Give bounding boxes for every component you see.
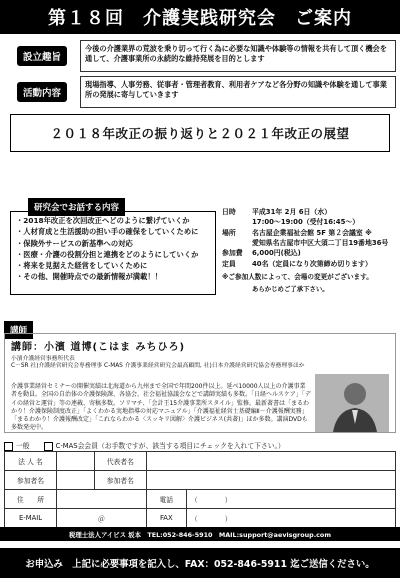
fee-label: 参加費 bbox=[222, 249, 243, 258]
time-value: 17:00～19:00（受付16:45～） bbox=[252, 218, 360, 227]
fax-label: FAX bbox=[146, 509, 186, 528]
attendee-label: 参加者名 bbox=[5, 471, 57, 490]
activity-row bbox=[4, 76, 396, 108]
speaker-title: 小濱介護経営事務所代表 bbox=[11, 356, 75, 362]
purpose-text: 今後の介護業界の荒波を乗り切って行く為に必要な知識や体験等の情報を共有して頂く機会を通して、介護事業所の永続的な維持発展を目的とします bbox=[80, 40, 396, 72]
speaker-name: 講師：小濱 道博(こはま みちひろ) bbox=[11, 342, 186, 353]
cmas-label: C-MAS会会員（お手数ですが、該当する項目にチェックを入れて下さい。） bbox=[55, 442, 285, 450]
list-item: ・その他、開催時点での最新情報が満載！！ bbox=[16, 272, 162, 282]
content-list bbox=[10, 211, 216, 295]
fee-value: 6,000円(税込) bbox=[252, 249, 301, 258]
list-item: ・人材育成と生活援助の担い手の確保をしていくために bbox=[16, 227, 199, 237]
list-item: ・2018年改正を次回改正へどのように繋げていくか bbox=[16, 216, 190, 225]
place-address: 愛知県名古屋市中区大須二丁目19番地36号 bbox=[252, 239, 389, 248]
address-label: 住 所 bbox=[5, 490, 57, 509]
page-title: 第１８回 介護実践研究会 ご案内 bbox=[48, 8, 352, 29]
office-contact: 税理士法人アイビス 坂本 TEL:052-846-5910 MAIL:support@aevisgroup.com bbox=[0, 527, 400, 541]
event-info bbox=[222, 207, 398, 295]
application-form bbox=[4, 451, 396, 528]
date-label: 日時 bbox=[222, 208, 236, 216]
list-item: ・将来を見据えた経営をしていくために bbox=[16, 261, 148, 271]
email-label: E-MAIL bbox=[5, 509, 57, 528]
capacity-label: 定員 bbox=[222, 259, 236, 268]
attendee-label: 参加者名 bbox=[94, 471, 146, 490]
speaker-photo bbox=[315, 374, 389, 432]
email-input[interactable]: ＠ bbox=[57, 509, 147, 528]
rep-input[interactable] bbox=[146, 452, 395, 471]
place-value: 名古屋企業福祉会館 5F 第２会議室 ※ bbox=[252, 228, 372, 237]
purpose-label: 設立趣旨 bbox=[17, 46, 67, 66]
rep-label: 代表者名 bbox=[94, 452, 146, 471]
fax-input[interactable]: （ ） bbox=[186, 509, 395, 528]
capacity-value: 40名（定員になり次第締め切ります） bbox=[252, 259, 372, 268]
venue-note: ※ご参加人数によって、会場の変更がございます。 bbox=[222, 273, 373, 282]
corp-input[interactable] bbox=[57, 452, 95, 471]
corp-label: 法 人 名 bbox=[5, 452, 57, 471]
place-label: 場所 bbox=[222, 228, 236, 237]
list-item: ・保険外サービスの新基準への対応 bbox=[16, 238, 133, 248]
general-label: 一般 bbox=[16, 442, 30, 450]
date-value: 平成31年 2月 6日（水） bbox=[252, 208, 332, 216]
member-type-row bbox=[4, 440, 396, 451]
general-checkbox[interactable] bbox=[4, 442, 13, 451]
speaker-affiliation: C－SR 社)介護経営研究会専務理事 C-MAS 介護事業経営研究会最高顧問, 社)日本介護経営研究協会専務理事ほか bbox=[11, 363, 305, 369]
activity-label: 活動内容 bbox=[17, 82, 67, 102]
speaker-bio: 介護事業経営セミナーの開催実績は北海道から九州まで全国で年間200件以上。延べ10000人以上の介護事業者を動員。全国の自治体の介護保険課、各協会、社会福祉協議会などで講師実績も多数。「日経ヘルスケア」「デイの経営と運営」等の連載、寄稿多数。ソリマチ、「会計王15介護事業所スタイル」監修。最新著書は「まるわかり！介護保険制度改正」「よくわかる実地指導の対応マニュアル」「介護福祉経営士基礎編Ⅱ－介護報酬実務」「まるわかり！介護報酬改定」「これならわかる〈スッキリ図解〉介護ビジネス(共著)」ほか多数。講演DVDも多数発売中。 bbox=[11, 383, 311, 432]
phone-input[interactable]: （ ） bbox=[186, 490, 395, 509]
theme-title: ２０１８年改正の振り返りと２０２１年改正の展望 bbox=[10, 114, 390, 152]
speaker-section bbox=[4, 333, 396, 433]
purpose-row bbox=[4, 40, 396, 72]
application-cta: お申込み 上記に必要事項を記入し、FAX：052-846-5911 迄ご送信ください。 bbox=[0, 548, 400, 578]
content-section-label: 研究会でお話する内容 bbox=[28, 198, 125, 216]
address-input[interactable] bbox=[57, 490, 147, 509]
page-title-banner bbox=[0, 0, 400, 34]
activity-text: 現場指導、人事労務、従事者・管理者教育、利用者ケアなど各分野の知識や体験を通して事業所の発展に寄与していきます bbox=[80, 76, 396, 108]
venue-note-2: あらかじめご了承下さい。 bbox=[252, 285, 329, 294]
phone-label: 電話 bbox=[146, 490, 186, 509]
list-item: ・医療・介護の役割分担と連携をどのようにしていくか bbox=[16, 249, 199, 259]
person-icon bbox=[315, 374, 389, 432]
attendee-input[interactable] bbox=[57, 471, 95, 490]
attendee-input[interactable] bbox=[146, 471, 395, 490]
speaker-section-label: 講師 bbox=[4, 321, 33, 339]
cmas-checkbox[interactable] bbox=[44, 442, 53, 451]
